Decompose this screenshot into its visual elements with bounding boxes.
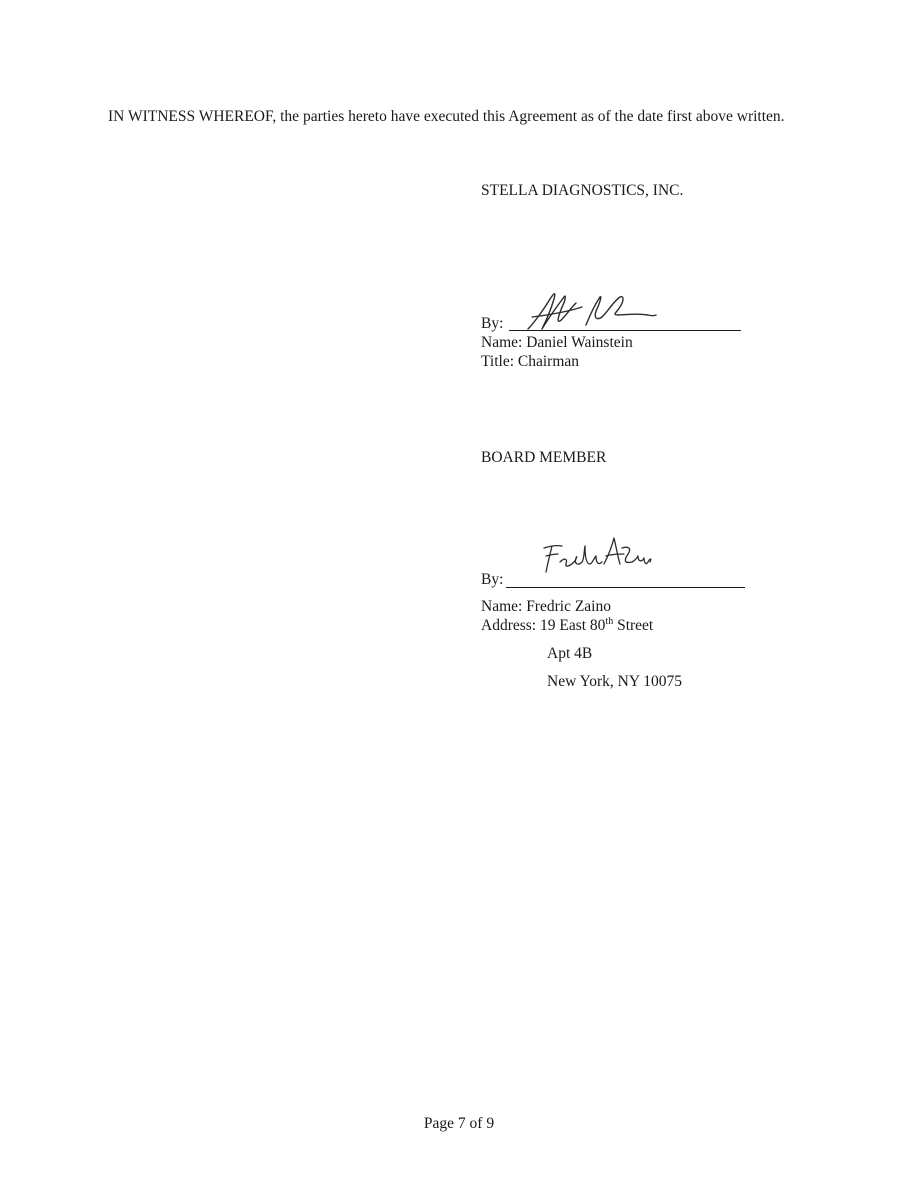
board-member-address-line-2: Apt 4B <box>547 645 593 662</box>
board-member-signature-line <box>506 587 745 588</box>
board-member-signature <box>538 532 653 577</box>
witness-clause: IN WITNESS WHEREOF, the parties hereto have executed this Agreement as of the date first above written. <box>108 108 785 125</box>
company-name: STELLA DIAGNOSTICS, INC. <box>481 182 684 199</box>
board-member-address-line-1 <box>481 616 653 636</box>
address-street: Street <box>613 617 654 634</box>
address-prefix: Address: 19 East 80 <box>481 617 606 634</box>
board-member-heading: BOARD MEMBER <box>481 449 607 466</box>
company-by-label: By: <box>481 315 504 332</box>
page-number: Page 7 of 9 <box>423 1115 495 1132</box>
address-ordinal-suffix: th <box>605 616 614 627</box>
company-signatory-title: Title: Chairman <box>481 353 580 370</box>
company-signature <box>524 285 659 335</box>
company-signatory-name: Name: Daniel Wainstein <box>481 334 633 351</box>
board-member-address-line-3: New York, NY 10075 <box>547 673 683 690</box>
board-member-name: Name: Fredric Zaino <box>481 598 611 615</box>
board-member-by-label: By: <box>481 571 504 588</box>
